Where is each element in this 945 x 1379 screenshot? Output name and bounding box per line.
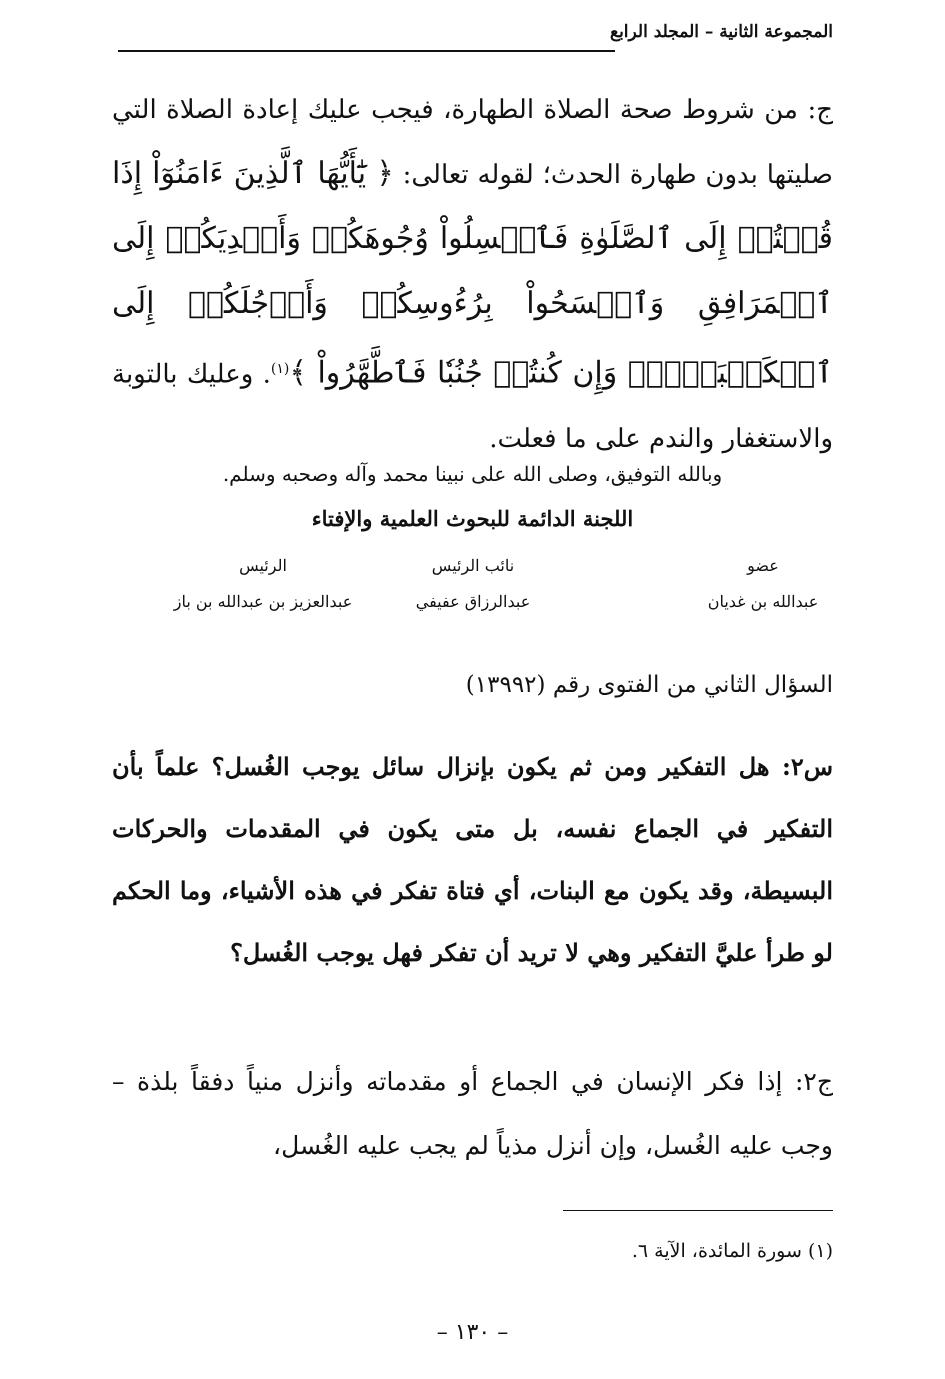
signature-role: عضو [747, 556, 779, 575]
answer-2-paragraph: ج٢: إذا فكر الإنسان في الجماع أو مقدماته وأنزل منياً دفقاً بلذة – وجب عليه الغُسل، وإن أنزل مذياً لم يجب عليه الغُسل، [112, 1067, 833, 1160]
quran-verse: ﴿ يَٰٓأَيُّهَا ٱلَّذِينَ ءَامَنُوٓاْ إِذَا قُمۡتُمۡ إِلَى ٱلصَّلَوٰةِ فَٱغۡسِلُواْ وُجُوهَكُمۡ وَأَيۡدِيَكُمۡ إِلَى ٱلۡمَرَافِقِ وَٱمۡسَحُواْ بِرُءُوسِكُمۡ وَأَرۡجُلَكُمۡ إِلَى ٱلۡكَعۡبَيۡنِۚ وَإِن كُنتُمۡ جُنُبٗا فَٱطَّهَّرُواْ ﴾ [112, 156, 834, 391]
signature-president [143, 555, 383, 613]
signature-name: عبدالرزاق عفيفي [415, 592, 531, 611]
footnote: (١) سورة المائدة، الآية ٦. [631, 1240, 833, 1262]
question-paragraph: س٢: هل التفكير ومن ثم يكون بإنزال سائل يوجب الغُسل؟ علماً بأن التفكير في الجماع نفسه، بل متى يكون في المقدمات والحركات البسيطة، وقد يكون مع البنات، أي فتاة تفكر في هذه الأشياء، وما الحكم لو طرأ عليَّ التفكير وهي لا تريد أن تفكر فهل يوجب الغُسل؟ [112, 752, 834, 967]
signature-vice-president [353, 555, 593, 613]
committee-name: اللجنة الدائمة للبحوث العلمية والإفتاء [311, 506, 634, 531]
question-heading: السؤال الثاني من الفتوى رقم (١٣٩٩٢) [465, 672, 833, 698]
signature-role: نائب الرئيس [431, 556, 515, 575]
signature-member [643, 555, 883, 613]
signature-name: عبدالعزيز بن عبدالله بن باز [173, 592, 353, 611]
answer-1-paragraph [112, 78, 833, 471]
running-title: المجموعة الثانية – المجلد الرابع [610, 22, 833, 42]
signature-role: الرئيس [239, 556, 287, 575]
page-number: – ١٣٠ – [436, 1320, 509, 1345]
footnote-rule [563, 1210, 833, 1211]
closing-line: وبالله التوفيق، وصلى الله على نبينا محمد وآله وصحبه وسلم. [222, 462, 723, 486]
footnote-reference: (١) [270, 361, 290, 377]
signature-name: عبدالله بن غديان [707, 592, 819, 611]
answer-1-intro: ج: من شروط صحة الصلاة الطهارة، فيجب عليك إعادة الصلاة التي صليتها بدون طهارة الحدث؛ لقوله تعالى: [112, 95, 833, 190]
answer-1-outro: . وعليك بالتوبة والاستغفار والندم على ما فعلت. [112, 359, 833, 454]
header-rule [118, 50, 615, 52]
